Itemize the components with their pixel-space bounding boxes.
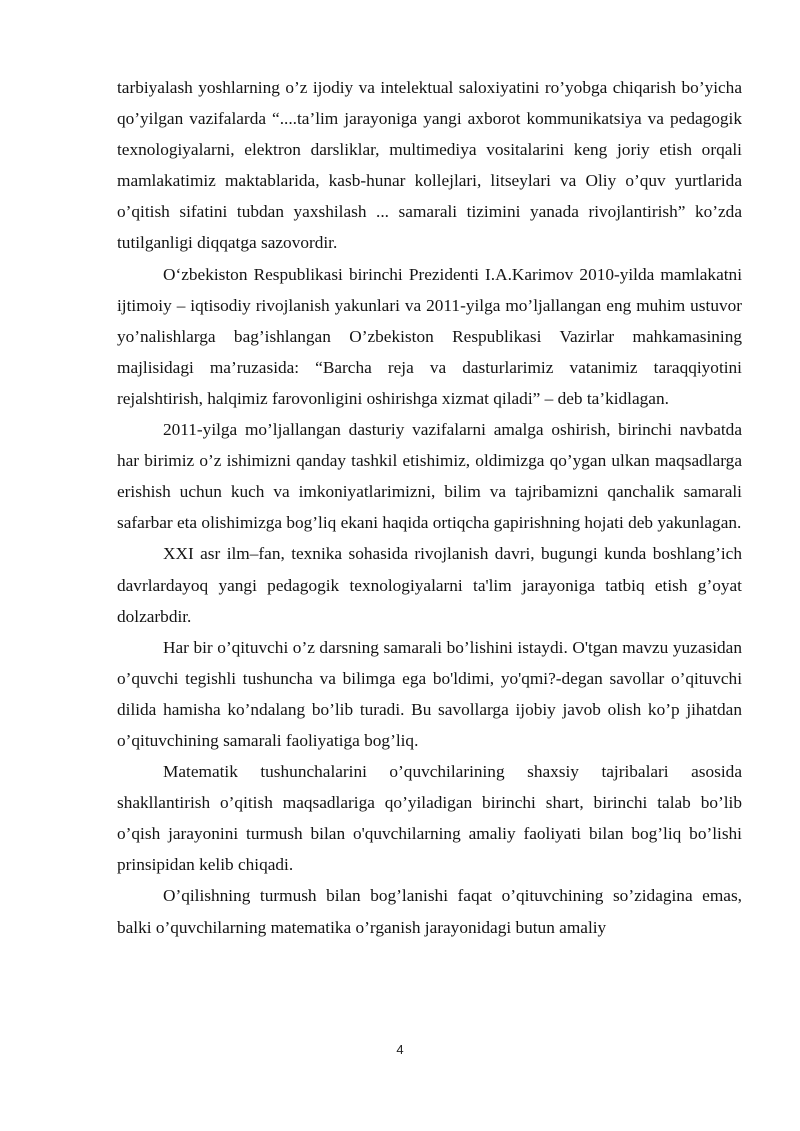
body-text	[117, 72, 742, 943]
paragraph-3: 2011-yilga mo’ljallangan dasturiy vazifalarni amalga oshirish, birinchi navbatda har birimiz o’z ishimizni qanday tashkil etishimiz, oldimizga qo’ygan ulkan maqsadlarga erishish uchun kuch va imkoniyatlarimizni, bilim va tajribamizni qanchalik samarali safarbar eta olishimizga bog’liq ekani haqida ortiqcha gapirishning hojati deb yakunlagan.	[117, 420, 742, 533]
paragraph-2: O‘zbekiston Respublikasi birinchi Prezidenti I.A.Karimov 2010-yilda mamlakatni ijtimoiy – iqtisodiy rivojlanish yakunlari va 2011-yilga mo’ljallangan eng muhim ustuvor yo’nalishlarga bag’ishlangan O’zbekiston Respublikasi Vazirlar mahkamasining majlisidagi ma’ruzasida: “Barcha reja va dasturlarimiz vatanimiz taraqqiyotini rejalshtirish, halqimiz farovonligini oshirishga xizmat qiladi” – deb ta’kidlagan.	[117, 264, 742, 408]
paragraph-4: XXI asr ilm–fan, texnika sohasida rivojlanish davri, bugungi kunda boshlang’ich davrlardayoq yangi pedagogik texnologiyalarni ta'lim jarayoniga tatbiq etish g’oyat dolzarbdir.	[117, 544, 742, 626]
paragraph-7: O’qilishning turmush bilan bog’lanishi faqat o’qituvchining so’zidagina emas, balki o’quvchilarning matematika o’rganish jarayonidagi butun amaliy	[117, 886, 742, 937]
paragraph-1: tarbiyalash yoshlarning o’z ijodiy va intelektual saloxiyatini ro’yobga chiqarish bo’yicha qo’yilgan vazifalarda “....ta’lim jarayoniga yangi axborot kommunikatsiya va pedagogik texnologiyalarni, elektron darsliklar, multimediya vositalarini keng joriy etish orqali mamlakatimiz maktablarida, kasb-hunar kollejlari, litseylari va Oliy o’quv yurtlarida o’qitish sifatini tubdan yaxshilash ... samarali tizimini yanada rivojlantirish” ko’zda tutilganligi diqqatga sazovordir.	[117, 78, 742, 253]
paragraph-5: Har bir o’qituvchi o’z darsning samarali bo’lishini istaydi. O'tgan mavzu yuzasidan o’quvchi tegishli tushuncha va bilimga ega bo'ldimi, yo'qmi?-degan savollar o’qituvchi dilida hamisha ko’ndalang bo’lib turadi. Bu savollarga ijobiy javob olish ko’p jihatdan o’qituvchining samarali faoliyatiga bog’liq.	[117, 637, 742, 750]
paragraph-6: Matematik tushunchalarini o’quvchilarining shaxsiy tajribalari asosida shakllantirish o’qitish maqsadlariga qo’yiladigan birinchi shart, birinchi talab bo’lib o’qish jarayonini turmush bilan o'quvchilarning amaliy faoliyati bilan bog’liq bo’lishi prinsipidan kelib chiqadi.	[117, 762, 742, 875]
page-number: 4	[396, 1042, 404, 1057]
